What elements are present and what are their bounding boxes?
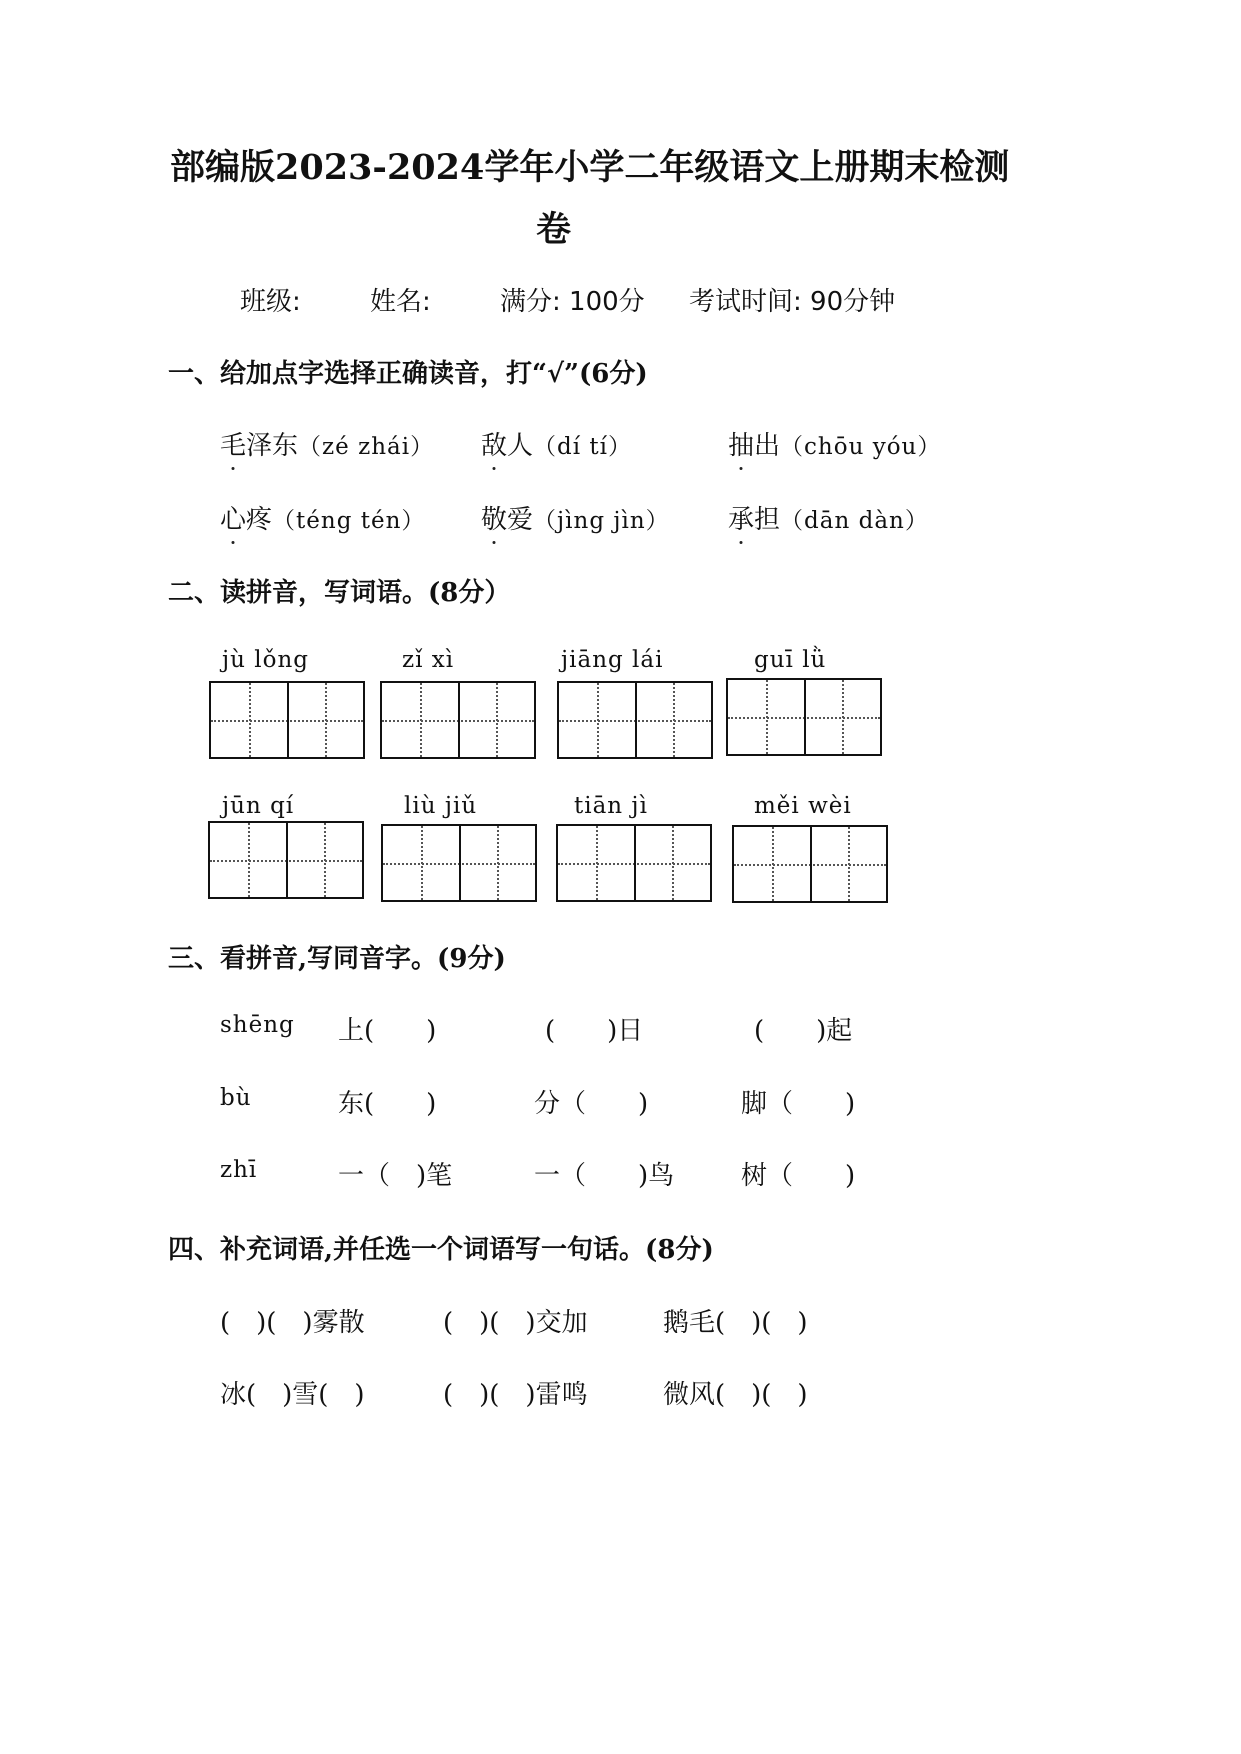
- s1-item-1: [220, 425, 434, 462]
- writing-grid[interactable]: [381, 824, 537, 902]
- s1-item-5: [481, 499, 670, 536]
- writing-grid[interactable]: [556, 824, 712, 902]
- writing-grid[interactable]: [732, 825, 888, 903]
- fill-blank[interactable]: 鹅毛( )( ): [663, 1308, 808, 1338]
- fill-blank[interactable]: 脚（ ): [741, 1089, 856, 1119]
- exam-time-label: 考试时间: 90分钟: [689, 287, 896, 317]
- pinyin-options: （jìng jìn）: [533, 508, 670, 534]
- pinyin-label: zǐ xì: [402, 647, 455, 673]
- dotted-char: 抽: [728, 425, 754, 462]
- writing-grid[interactable]: [557, 681, 713, 759]
- fill-blank[interactable]: 一（ )笔: [338, 1161, 453, 1191]
- word-rest: 疼: [246, 505, 273, 535]
- pinyin-label: tiān jì: [574, 793, 648, 819]
- section-1-heading: 一、给加点字选择正确读音，打“√”(6分): [168, 359, 648, 389]
- s1-item-2: [481, 425, 632, 462]
- section-3-heading: 三、看拼音,写同音字。(9分): [168, 944, 506, 974]
- writing-grid[interactable]: [209, 681, 365, 759]
- word-rest: 泽东: [246, 431, 299, 461]
- fill-blank[interactable]: 一（ )鸟: [534, 1161, 675, 1191]
- writing-grid[interactable]: [380, 681, 536, 759]
- dotted-char: 心: [220, 499, 246, 536]
- dotted-char: 承: [728, 499, 754, 536]
- pinyin-prompt: shēng: [220, 1012, 295, 1038]
- fill-blank[interactable]: ( )起: [754, 1016, 853, 1046]
- pinyin-label: jù lǒng: [222, 647, 309, 673]
- dotted-char: 敬: [481, 499, 507, 536]
- page-title: 部编版2023-2024学年小学二年级语文上册期末检测: [170, 147, 1010, 188]
- fill-blank[interactable]: ( )( )雷鸣: [443, 1380, 588, 1410]
- class-field-label: 班级:: [240, 287, 301, 317]
- fill-blank[interactable]: 分（ ): [534, 1089, 649, 1119]
- pinyin-label: měi wèi: [754, 793, 852, 819]
- fill-blank[interactable]: ( )( )交加: [443, 1308, 588, 1338]
- full-score-label: 满分: 100分: [500, 287, 645, 317]
- pinyin-options: （dān dàn）: [780, 508, 929, 534]
- s1-item-3: [728, 425, 941, 462]
- pinyin-prompt: bù: [220, 1085, 252, 1111]
- fill-blank[interactable]: ( )日: [545, 1016, 644, 1046]
- fill-blank[interactable]: 树（ ): [741, 1161, 856, 1191]
- pinyin-label: guī lǜ: [754, 647, 827, 673]
- word-rest: 出: [754, 431, 781, 461]
- fill-blank[interactable]: 微风( )( ): [663, 1380, 808, 1410]
- dotted-char: 毛: [220, 425, 246, 462]
- word-rest: 担: [754, 505, 781, 535]
- word-rest: 人: [507, 431, 534, 461]
- fill-blank[interactable]: 上( ): [338, 1016, 437, 1046]
- fill-blank[interactable]: 冰( )雪( ): [220, 1380, 365, 1410]
- s1-item-4: [220, 499, 425, 536]
- page-title-continued: 卷: [536, 209, 572, 250]
- pinyin-label: jūn qí: [222, 793, 295, 819]
- word-rest: 爱: [507, 505, 534, 535]
- s1-item-6: [728, 499, 929, 536]
- dotted-char: 敌: [481, 425, 507, 462]
- writing-grid[interactable]: [726, 678, 882, 756]
- pinyin-options: （zé zhái）: [298, 434, 435, 460]
- pinyin-label: liù jiǔ: [404, 793, 478, 819]
- pinyin-prompt: zhī: [220, 1157, 258, 1183]
- section-2-heading: 二、读拼音，写词语。(8分）: [168, 578, 511, 608]
- section-4-heading: 四、补充词语,并任选一个词语写一句话。(8分): [168, 1235, 714, 1265]
- writing-grid[interactable]: [208, 821, 364, 899]
- pinyin-label: jiāng lái: [561, 647, 664, 673]
- name-field-label: 姓名:: [370, 287, 431, 317]
- pinyin-options: （chōu yóu）: [780, 434, 942, 460]
- pinyin-options: （dí tí）: [533, 434, 633, 460]
- fill-blank[interactable]: ( )( )雾散: [220, 1308, 365, 1338]
- fill-blank[interactable]: 东( ): [338, 1089, 437, 1119]
- pinyin-options: （téng tén）: [272, 508, 426, 534]
